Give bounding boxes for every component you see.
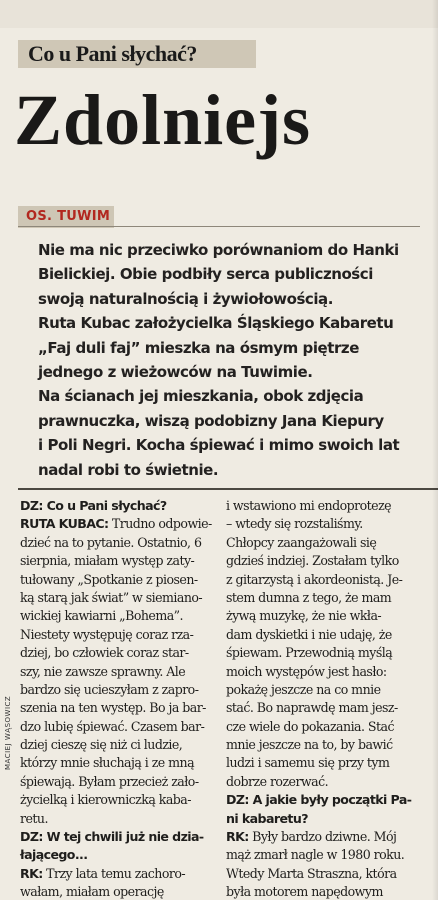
body-line (20, 644, 220, 662)
line-text: wałam, miałam operację (20, 884, 164, 900)
body-line (20, 552, 220, 570)
byline-box (18, 206, 114, 228)
body-line (20, 497, 220, 515)
lead-line: Bielickiej. Obie podbiły serca publiczności (38, 265, 373, 284)
body-line (226, 571, 432, 589)
line-text: dobrze rozerwać. (226, 773, 329, 789)
line-text: Co u Pani słychać? (42, 498, 167, 513)
lead-line: jednego z wieżowców na Tuwimie. (38, 362, 313, 381)
line-text: cze wiele do pokazania. Stać (226, 718, 394, 734)
byline: OS. TUWIM (26, 209, 111, 224)
line-text: dam dyskietki i nie udaję, że (226, 626, 392, 642)
line-text: śpiewam. Przewodnią myślą (226, 645, 393, 661)
body-line (226, 718, 432, 736)
body-line (226, 607, 432, 625)
body-line (226, 883, 432, 900)
body-line (20, 718, 220, 736)
lead-line: i Poli Negri. Kocha śpiewać i mimo swoich lat (38, 436, 400, 455)
body-line (226, 846, 432, 864)
line-text: śpiewają. Byłam przecież zało- (20, 773, 199, 789)
body-column-right (226, 497, 432, 900)
line-text: retu. (20, 810, 48, 826)
photo-credit-text: MACIEJ WĄSOWICZ (4, 695, 12, 770)
line-text: dziej, bo człowiek coraz star- (20, 645, 189, 661)
kicker-title: Co u Pani słychać? (28, 41, 197, 66)
body-line (20, 571, 220, 589)
body-line (226, 497, 432, 515)
body-line (20, 607, 220, 625)
line-text: Trzy lata temu zachoro- (42, 865, 186, 881)
body-line (226, 626, 432, 644)
body-line (226, 865, 432, 883)
lead-line: nadal robi to świetnie. (38, 460, 219, 479)
line-text: moich występów jest hasło: (226, 663, 387, 679)
line-text: Wtedy Marta Straszna, która (226, 865, 397, 881)
body-line (226, 515, 432, 533)
body-line (20, 754, 220, 772)
line-text: życielką i kierowniczką kaba- (20, 792, 191, 808)
line-text: Chłopcy zaangażowali się (226, 534, 377, 550)
body-line (20, 846, 220, 864)
body-line (20, 736, 220, 754)
body-line (226, 736, 432, 754)
line-text: gdzieś indziej. Zostałam tylko (226, 553, 399, 569)
speaker-label: RK: (226, 829, 249, 845)
body-line (20, 589, 220, 607)
lead-line: prawnuczka, wiszą podobizny Jana Kiepury (38, 411, 384, 430)
line-text: pokażę jeszcze na co mnie (226, 681, 381, 697)
line-text: ką starą jak świat” w siemiano- (20, 589, 203, 605)
body-column-left (20, 497, 220, 900)
page-edge-shadow (432, 0, 438, 900)
line-text: mnie jeszcze na to, by bawić (226, 737, 393, 753)
body-line (20, 626, 220, 644)
line-text: A jakie były początki Pa- (248, 792, 412, 808)
top-margin (0, 0, 438, 28)
line-text: tułowany „Spotkanie z piosen- (20, 571, 198, 587)
body-line (226, 663, 432, 681)
body-line (226, 699, 432, 717)
body-line (20, 663, 220, 681)
speaker-label: RUTA KUBAC: (20, 516, 109, 532)
body-line (226, 791, 432, 809)
line-text: dzo lubię śpiewać. Czasem bar- (20, 718, 205, 734)
line-text: stem dumna z tego, że mam (226, 589, 392, 605)
body-line (226, 810, 432, 828)
line-text: wickiej kawiarni „Bohema”. (20, 608, 184, 624)
lead-paragraph (38, 238, 436, 482)
line-text: łającego... (20, 847, 88, 863)
line-text: żywą muzykę, że nie wkła- (226, 608, 382, 624)
body-line (20, 699, 220, 717)
line-text: którzy mnie słuchają i ze mną (20, 755, 195, 771)
line-text: – wtedy się rozstaliśmy. (226, 516, 363, 532)
line-text: dziej cieszę się niż ci ludzie, (20, 737, 183, 753)
line-text: ni kabaretu? (226, 810, 308, 826)
kicker-box (18, 40, 256, 68)
line-text: sierpnia, miałam występ zaty- (20, 553, 195, 569)
lead-line: Nie ma nic przeciwko porównaniom do Hanki (38, 241, 399, 259)
article-headline: Zdolniejs (14, 80, 312, 160)
body-line (20, 534, 220, 552)
body-line (226, 681, 432, 699)
body-line (20, 865, 220, 883)
speaker-label: RK: (20, 865, 43, 881)
body-line (226, 589, 432, 607)
lead-divider (18, 226, 420, 227)
body-line (226, 773, 432, 791)
line-text: i wstawiono mi endoprotezę (226, 498, 392, 513)
line-text: szenia na ten występ. Bo ja bar- (20, 700, 206, 716)
line-text: bardzo się ucieszyłam z zapro- (20, 681, 199, 697)
body-line (226, 644, 432, 662)
body-line (226, 552, 432, 570)
body-line (20, 791, 220, 809)
line-text: szy, nie zawsze sprawny. Ale (20, 663, 186, 679)
body-line (226, 534, 432, 552)
body-line (20, 515, 220, 533)
lead-line: Ruta Kubac założycielka Śląskiego Kabaretu (38, 314, 394, 333)
line-text: stać. Bo naprawdę mam jesz- (226, 700, 398, 716)
line-text: W tej chwili już nie dzia- (42, 829, 204, 845)
body-line (20, 681, 220, 699)
lead-line: Na ścianach jej mieszkania, obok zdjęcia (38, 387, 364, 406)
line-text: ludzi i samemu się przy tym (226, 755, 390, 771)
body-line (20, 883, 220, 900)
lead-line: „Faj duli faj” mieszka na ósmym piętrze (38, 338, 359, 357)
body-line (20, 828, 220, 846)
line-text: Niestety występuję coraz rza- (20, 626, 194, 642)
line-text: Trudno odpowie- (108, 516, 212, 532)
lead-line: swoją naturalnością i żywiołowością. (38, 289, 333, 308)
speaker-label: DZ: (226, 792, 249, 808)
body-divider (18, 488, 438, 490)
line-text: była motorem napędowym (226, 884, 383, 900)
speaker-label: DZ: (20, 498, 43, 513)
line-text: mąż zmarł nagle w 1980 roku. (226, 847, 405, 863)
line-text: dzieć na to pytanie. Ostatnio, 6 (20, 534, 202, 550)
body-line (20, 773, 220, 791)
photo-credit (2, 630, 14, 770)
line-text: Były bardzo dziwne. Mój (248, 829, 397, 845)
speaker-label: DZ: (20, 829, 43, 845)
body-line (226, 754, 432, 772)
line-text: z gitarzystą i akordeonistą. Je- (226, 571, 403, 587)
body-line (20, 810, 220, 828)
body-line (226, 828, 432, 846)
